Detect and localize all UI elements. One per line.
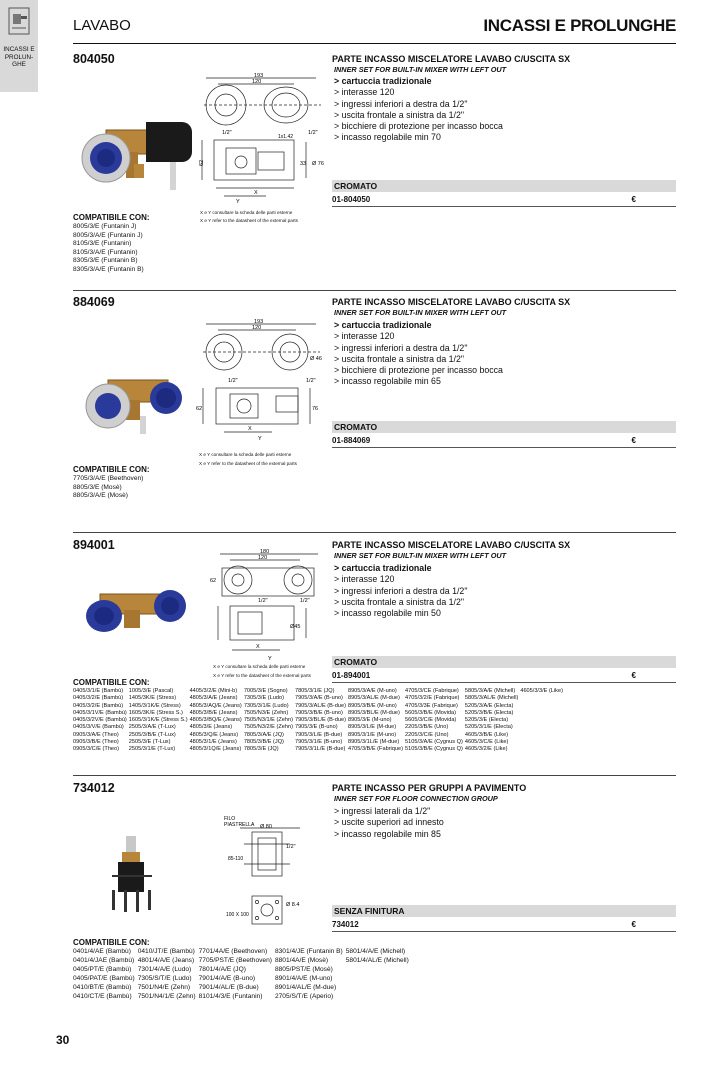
compat-cell: 7505/N3/2/E (Zehn) xyxy=(243,724,293,731)
dim-label: 100 X 100 xyxy=(226,912,249,918)
article-row xyxy=(332,920,676,932)
compat-cell: 8301/4/JE (Funtanin B) xyxy=(274,948,343,955)
compat-cell: 7905/3/L/E (B-due) xyxy=(294,731,343,738)
finish-bar: CROMATO xyxy=(332,421,676,433)
compat-cell: 5605/3/B/E (Movida) xyxy=(405,709,456,716)
compat-cell: 0905/3/C/E (Theo) xyxy=(73,746,120,753)
compat-list xyxy=(73,475,143,501)
compat-cell: 1405/3K/E (Stress) xyxy=(128,695,177,702)
compat-cell: 0905/3/A/E (Theo) xyxy=(73,731,119,738)
drawing-note: X e Y refer to the datasheet of the external parts xyxy=(199,461,297,466)
dim-label: 62 xyxy=(196,406,203,412)
product-code: 884069 xyxy=(73,295,115,309)
compat-cell xyxy=(520,732,565,739)
compat-cell: 7901/4/A/E (B-uno) xyxy=(198,974,256,982)
dim-label: 62 xyxy=(210,578,217,584)
table-row xyxy=(73,710,565,717)
product-title: PARTE INCASSO PER GRUPPI A PAVIMENTO xyxy=(332,783,527,793)
compat-item: 8105/3/E (Funtanin) xyxy=(73,240,132,248)
compat-cell: 7905/3/E (B-uno) xyxy=(294,724,338,731)
side-label: INCASSI E PROLUN- GHE xyxy=(3,46,35,68)
product-photo xyxy=(76,112,194,202)
category-title: INCASSI E PROLUNGHE xyxy=(483,16,676,35)
compat-cell: 4805/3/E (Jeans) xyxy=(189,724,233,731)
compat-item: 7705/3/A/E (Beethoven) xyxy=(73,475,144,482)
dim-label: 1/2" xyxy=(228,378,238,384)
table-row xyxy=(73,957,412,966)
compat-cell: 7805/3/E (JQ) xyxy=(243,746,279,753)
feature-item: > ingressi inferiori a destra da 1/2" xyxy=(334,98,468,109)
product-code: 734012 xyxy=(73,781,115,795)
product-title: PARTE INCASSO MISCELATORE LAVABO C/USCITA SX xyxy=(332,540,571,550)
compat-cell: 8905/3/1L/E (M-due) xyxy=(347,739,400,746)
compat-cell: 7905/3/A/E (B-uno) xyxy=(294,695,343,702)
compat-cell: 4605/3/2/E (Like) xyxy=(464,746,508,753)
dim-label: Y xyxy=(236,199,240,205)
product-title: PARTE INCASSO MISCELATORE LAVABO C/USCITA SX xyxy=(332,54,571,64)
table-row xyxy=(73,975,412,984)
feature-item: > bicchiere di protezione per incasso bocca xyxy=(334,365,503,376)
product-photo xyxy=(106,832,158,916)
feature-item: > cartuccia tradizionale xyxy=(334,563,432,573)
dim-label: 1x1.42 xyxy=(278,134,294,140)
article-code: 01-804050 xyxy=(332,195,371,204)
feature-item: > incasso regolabile min 85 xyxy=(334,828,441,839)
drawing-note: X e Y consultare la scheda delle parti esterne xyxy=(213,664,306,669)
dim-label: 193 xyxy=(254,319,264,325)
compat-cell: 4705/3/2/E (Fabrique) xyxy=(405,695,460,702)
compat-cell: 5801/4/A/E (Michell) xyxy=(345,948,406,955)
compat-cell: 0410/BT/E (Bambù) xyxy=(73,983,132,991)
compat-cell: 0905/3/B/E (Theo) xyxy=(73,739,119,746)
compat-item: 8005/3/E (Funtanin J) xyxy=(73,223,137,230)
dim-label: PIASTRELLA xyxy=(224,822,255,828)
finish-bar: CROMATO xyxy=(332,180,676,192)
compat-cell: 5805/3/AL/E (Michell) xyxy=(464,695,519,702)
compat-cell xyxy=(346,966,412,975)
technical-drawing xyxy=(210,546,328,664)
compat-cell: 7805/3/1/E (JQ) xyxy=(294,688,335,694)
feature-item: > incasso regolabile min 50 xyxy=(334,608,441,619)
header-rule xyxy=(73,43,676,44)
feature-item: > cartuccia tradizionale xyxy=(334,76,432,86)
table-row xyxy=(73,732,565,739)
compat-cell: 0405/3/2/E (Bambù) xyxy=(73,695,124,702)
compat-cell xyxy=(520,717,565,724)
compat-cell: 7501/N4/1/E (Zehn) xyxy=(137,992,196,1000)
feature-item: > cartuccia tradizionale xyxy=(334,320,432,330)
compat-cell: 2505/3/1/E (T-Lux) xyxy=(128,746,176,753)
dim-label: X xyxy=(254,190,258,196)
compat-cell: 7801/4/A/E (JQ) xyxy=(198,965,246,973)
product-subtitle: INNER SET FOR FLOOR CONNECTION GROUP xyxy=(334,794,498,803)
compat-cell: 4805/3/AQ/E (Jeans) xyxy=(189,702,242,709)
compat-cell: 7505/N3/E (Zehn) xyxy=(243,709,289,716)
page-number: 30 xyxy=(56,1033,70,1047)
table-row xyxy=(73,966,412,975)
faucet-icon xyxy=(7,6,31,36)
compat-cell: 5801/4/AL/E (Michell) xyxy=(345,956,409,964)
dim-label: FILO xyxy=(224,816,236,822)
compat-cell: 4805/3/1Q/E (Jeans) xyxy=(189,746,242,753)
table-row xyxy=(73,717,565,724)
product-photo xyxy=(80,370,192,440)
compat-cell: 5605/3/C/E (Movida) xyxy=(405,717,457,724)
feature-item: > uscita frontale a sinistra da 1/2" xyxy=(334,596,465,607)
compat-cell: 0405/3/2/E (Bambù) xyxy=(73,702,124,709)
technical-drawing xyxy=(222,814,312,932)
drawing-note: X e Y consultare la scheda delle parti esterne xyxy=(200,210,293,215)
dim-label: 120 xyxy=(252,325,262,331)
compat-cell: 0410/JT/E (Bambù) xyxy=(137,948,195,955)
dim-label: X xyxy=(256,644,260,650)
compat-cell: 1405/3/1K/E (Stress) xyxy=(128,702,181,709)
dim-label: Ø 8.4 xyxy=(286,902,300,908)
product-photo xyxy=(80,580,192,644)
price-currency: € xyxy=(631,195,636,204)
product-subtitle: INNER SET FOR BUILT-IN MIXER WITH LEFT OUT xyxy=(334,551,507,560)
compat-cell: 7705/PST/E (Beethoven) xyxy=(198,956,272,964)
compat-cell: 7805/3/A/E (JQ) xyxy=(243,731,284,738)
compat-cell: 7301/4/A/E (Ludo) xyxy=(137,965,192,973)
compat-cell: 7305/3/E (Ludo) xyxy=(243,695,284,702)
compat-cell xyxy=(346,984,412,993)
compat-cell: 0405/3/2V/E (Bambù) xyxy=(73,717,127,724)
feature-item: > incasso regolabile min 65 xyxy=(334,376,441,387)
table-row xyxy=(73,739,565,746)
compat-cell: 4605/3/C/E (Like) xyxy=(464,739,509,746)
compat-item: 8305/3/A/E (Funtanin B) xyxy=(73,265,144,273)
dim-label: 76 xyxy=(312,406,319,412)
article-code: 01-884069 xyxy=(332,436,371,445)
compat-cell: 0405/3/1/E (Bambù) xyxy=(73,688,124,694)
compat-cell: 7905/3/BL/E (B-due) xyxy=(294,717,346,724)
price-currency: € xyxy=(631,920,636,929)
compat-cell: 0410/CT/E (Bambù) xyxy=(73,992,132,1000)
article-row xyxy=(332,671,676,683)
drawing-note: X e Y refer to the datasheet of the external parts xyxy=(213,673,311,678)
table-row xyxy=(73,984,412,993)
compat-cell xyxy=(346,993,412,1002)
product-code: 804050 xyxy=(73,52,115,66)
compat-cell: 4801/4/A/E (Jeans) xyxy=(137,956,195,964)
compat-cell: 8101/4/3/E (Funtanin) xyxy=(198,992,263,1000)
compat-cell: 2205/3/C/E (Uno) xyxy=(405,731,449,738)
price-currency: € xyxy=(631,436,636,445)
table-row xyxy=(73,724,565,731)
dim-label: 1/2" xyxy=(222,130,232,136)
compat-cell: 5105/3/B/E (Cygnus Q) xyxy=(405,746,463,753)
compat-cell: 7901/4/AL/E (B-due) xyxy=(198,983,259,991)
compat-item: 8105/3/A/E (Funtanin) xyxy=(73,248,138,256)
compat-cell: 0405/3/1V/E (Bambù) xyxy=(73,709,127,716)
compat-cell: 7305/3/1/E (Ludo) xyxy=(243,702,289,709)
product-code: 894001 xyxy=(73,538,115,552)
compat-cell: 8905/3/E (M-uno) xyxy=(347,717,392,724)
dim-label: Y xyxy=(258,436,262,442)
compat-cell: 5805/3/A/E (Michell) xyxy=(464,688,516,694)
compat-cell: 1605/3K/E (Stress S.) xyxy=(128,709,183,716)
feature-item: > ingressi inferiori a destra da 1/2" xyxy=(334,342,468,353)
article-code: 01-894001 xyxy=(332,671,371,680)
feature-item: > bicchiere di protezione per incasso bocca xyxy=(334,121,503,132)
compat-cell: 7501/N4/E (Zehn) xyxy=(137,983,191,991)
compat-cell: 8905/3/BL/E (M-due) xyxy=(347,709,400,716)
compat-item: 8305/3/E (Funtanin B) xyxy=(73,257,138,265)
compat-cell: 4605/3/B/E (Like) xyxy=(464,731,509,738)
feature-item: > ingressi laterali da 1/2" xyxy=(334,806,431,816)
compat-cell: 5205/3/1/E (Electa) xyxy=(464,724,513,731)
article-code: 734012 xyxy=(332,920,359,929)
section-rule xyxy=(73,532,676,533)
compat-cell xyxy=(520,724,565,731)
article-row xyxy=(332,195,676,207)
compat-cell xyxy=(520,746,565,753)
compat-cell xyxy=(520,710,565,717)
feature-item: > uscita frontale a sinistra da 1/2" xyxy=(334,109,465,120)
compat-title: COMPATIBILE CON: xyxy=(73,213,150,222)
compat-cell: 5205/3/B/E (Electa) xyxy=(464,709,514,716)
section-rule xyxy=(73,775,676,776)
compat-cell: 4805/3/B/E (Jeans) xyxy=(189,709,238,716)
dim-label: 85-110 xyxy=(228,856,244,862)
compat-cell: 4805/3/1/E (Jeans) xyxy=(189,739,237,746)
finish-bar: SENZA FINITURA xyxy=(332,905,676,917)
compat-cell: 8905/3/A/E (M-uno) xyxy=(347,688,397,694)
compat-cell: 7805/3/B/E (JQ) xyxy=(243,739,284,746)
feature-item: > interasse 120 xyxy=(334,87,395,98)
feature-item: > uscita frontale a sinistra da 1/2" xyxy=(334,353,465,364)
compat-cell: 1605/3/1K/E (Stress S.) xyxy=(128,717,188,724)
feature-item: > interasse 120 xyxy=(334,574,395,585)
table-row xyxy=(73,695,565,702)
table-row xyxy=(73,948,412,957)
compat-cell: 0401/4/JAE (Bambù) xyxy=(73,956,135,964)
technical-drawing xyxy=(196,70,328,206)
dim-label: 1/2" xyxy=(286,844,296,850)
compat-cell: 2205/3/B/E (Uno) xyxy=(405,724,449,731)
compat-cell: 4805/3/Q/E (Jeans) xyxy=(189,731,239,738)
dim-label: 120 xyxy=(252,79,262,85)
product-title: PARTE INCASSO MISCELATORE LAVABO C/USCITA SX xyxy=(332,297,571,307)
technical-drawing xyxy=(198,316,328,444)
compat-cell: 7905/3/AL/E (B-due) xyxy=(294,702,346,709)
compat-cell: 7305/S/T/E (Ludo) xyxy=(137,974,192,982)
compat-cell: 4805/3/A/E (Jeans) xyxy=(189,695,238,702)
feature-list xyxy=(334,320,503,388)
compat-cell: 7905/3/B/E (B-uno) xyxy=(294,709,343,716)
dim-label: 1/2" xyxy=(258,598,268,604)
compat-cell: 8901/4/A/E (M-uno) xyxy=(274,974,333,982)
compat-cell: 1005/3/E (Pascal) xyxy=(128,688,174,694)
dim-label: 180 xyxy=(260,549,270,555)
feature-list xyxy=(334,563,467,619)
compat-table xyxy=(73,948,412,1001)
compat-cell: 4605/3/3/E (Like) xyxy=(520,688,563,694)
compat-cell xyxy=(520,695,565,702)
compat-cell: 5105/3/A/E (Cygnus Q) xyxy=(405,739,463,746)
compat-cell: 0401/4/AE (Bambù) xyxy=(73,948,131,955)
compat-cell: 5205/3/E (Electa) xyxy=(464,717,509,724)
drawing-note: X e Y consultare la scheda delle parti esterne xyxy=(199,452,292,457)
feature-item: > incasso regolabile min 70 xyxy=(334,132,441,143)
compat-cell: 4705/3/CE (Fabrique) xyxy=(405,688,459,694)
product-subtitle: INNER SET FOR BUILT-IN MIXER WITH LEFT OUT xyxy=(334,308,507,317)
compat-cell: 2505/3/A/E (T-Lux) xyxy=(128,724,176,731)
table-row xyxy=(73,703,565,710)
compat-cell: 8801/4A/E (Mosè) xyxy=(274,956,329,964)
feature-list xyxy=(334,806,444,840)
compat-item: 8005/3/A/E (Funtanin J) xyxy=(73,231,143,239)
compat-cell: 7505/N3/1/E (Zehn) xyxy=(243,717,293,724)
feature-item: > interasse 120 xyxy=(334,331,395,342)
compat-cell: 2705/S/T/E (Aperio) xyxy=(274,992,334,1000)
feature-item: > ingressi inferiori a destra da 1/2" xyxy=(334,585,468,596)
compat-cell: 8905/3/B/E (M-uno) xyxy=(347,702,397,709)
feature-list xyxy=(334,76,503,144)
price-currency: € xyxy=(631,671,636,680)
compat-title: COMPATIBILE CON: xyxy=(73,465,150,474)
compat-title: COMPATIBILE CON: xyxy=(73,938,150,947)
compat-cell: 8905/3/1/E (M-uno) xyxy=(347,731,397,738)
dim-label: 33 xyxy=(300,161,307,167)
compat-item: 8805/3/E (Mosè) xyxy=(73,483,122,491)
dim-label: 1/2" xyxy=(300,598,310,604)
section-rule xyxy=(73,290,676,291)
compat-cell: 8901/4/AL/E (M-due) xyxy=(274,983,337,991)
dim-label: Ø45 xyxy=(290,624,301,630)
compat-cell: 0405/3/V/E (Bambù) xyxy=(73,724,124,731)
dim-label: Ø 80 xyxy=(260,824,272,830)
compat-cell: 4405/3/2/E (Mini-b) xyxy=(189,688,238,694)
table-row xyxy=(73,993,412,1002)
compat-cell: 0405/PAT/E (Bambù) xyxy=(73,974,135,982)
compat-cell: 4705/3/B/E (Fabrique) xyxy=(347,746,403,753)
compat-cell: 8805/PST/E (Mosè) xyxy=(274,965,333,973)
compat-cell: 0405/PT/E (Bambù) xyxy=(73,965,132,973)
table-row xyxy=(73,688,565,695)
compat-table xyxy=(73,688,565,754)
compat-cell xyxy=(346,975,412,984)
compat-cell: 7905/3/1/E (B-uno) xyxy=(294,739,343,746)
section-title: LAVABO xyxy=(73,17,131,34)
dim-label: 1/2" xyxy=(306,378,316,384)
compat-cell xyxy=(520,739,565,746)
dim-label: 62 xyxy=(199,159,205,166)
compat-cell: 4705/3/3E (Fabrique) xyxy=(405,702,458,709)
compat-cell: 7701/4A/E (Beethoven) xyxy=(198,948,268,955)
compat-cell: 2505/3/B/E (T-Lux) xyxy=(128,731,176,738)
compat-cell: 8905/3/AL/E (M-due) xyxy=(347,695,400,702)
dim-label: Y xyxy=(268,656,272,662)
dim-label: Ø 76 xyxy=(312,161,324,167)
table-row xyxy=(73,746,565,753)
article-row xyxy=(332,436,676,448)
dim-label: 193 xyxy=(254,73,264,79)
dim-label: 1/2" xyxy=(308,130,318,136)
compat-list xyxy=(73,223,144,275)
compat-cell: 7005/3/E (Sogno) xyxy=(243,688,288,694)
compat-cell xyxy=(520,703,565,710)
compat-cell: 7905/3/1L/E (B-due) xyxy=(294,746,346,753)
finish-bar: CROMATO xyxy=(332,656,676,668)
compat-cell: 2505/3/E (T-Lux) xyxy=(128,739,171,746)
product-subtitle: INNER SET FOR BUILT-IN MIXER WITH LEFT OUT xyxy=(334,65,507,74)
feature-item: > uscite superiori ad innesto xyxy=(334,817,444,828)
compat-cell: 5205/3/A/E (Electa) xyxy=(464,702,514,709)
compat-cell: 8905/3/L/E (M-due) xyxy=(347,724,397,731)
compat-cell: 4805/3/BQ/E (Jeans) xyxy=(189,717,242,724)
dim-label: X xyxy=(248,426,252,432)
compat-item: 8805/3/A/E (Mosè) xyxy=(73,492,128,500)
dim-label: Ø 46 xyxy=(310,356,322,362)
drawing-note: X e Y refer to the datasheet of the external parts xyxy=(200,218,298,223)
dim-label: 120 xyxy=(258,555,268,561)
compat-title: COMPATIBILE CON: xyxy=(73,678,150,687)
